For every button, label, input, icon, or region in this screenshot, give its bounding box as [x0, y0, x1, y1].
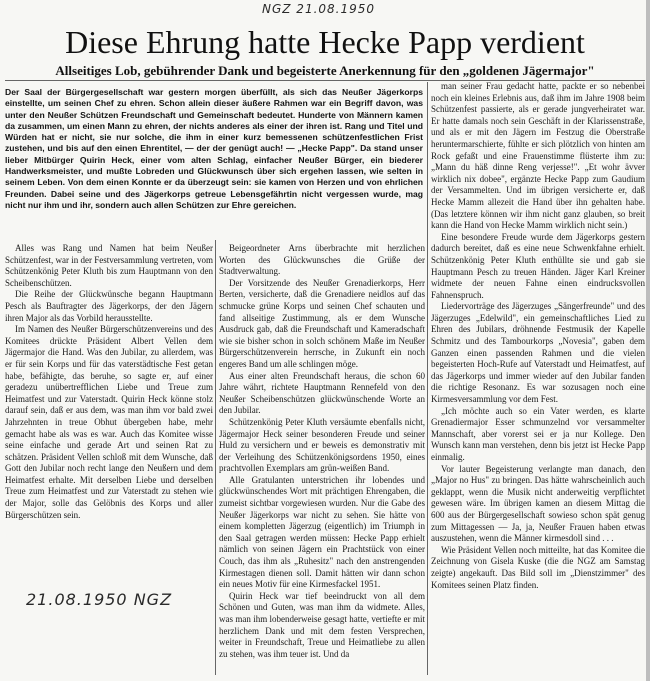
paragraph: Alles was Rang und Namen hat beim Neußer Schützenfest, war in der Festversammlung vertreten, vom Schützenkönig Peter Kluth bis zum Hauptmann von den Scheibenschützen. [5, 243, 213, 288]
paragraph: Liedervorträge des Jägerzuges „Sängerfreunde" und des Jägerzuges „Edelwild", ein gemeinschaftliches Lied zu Ehren des Jubilars, dröhnende Festmusik der Kapelle Schmitz und des Tambourkorps „Novesia", gaben dem Ganzen einen passenden Rahmen und die vielen begeisterten Hoch-Rufe auf Vaterstadt und Heimatfest, auf das Jägerkorps und immer wieder auf den Jubilar fanden die richtige Resonanz. Es war sozusagen noch eine Kirmesversammlung vor dem Fest. [431, 301, 645, 405]
source-date-stamp: NGZ 21.08.1950 [262, 2, 376, 16]
paragraph: Die Reihe der Glückwünsche begann Hauptmann Pesch als Bauftragter des Jägerkorps, der den Jägern ihren Major als das Vorbild herausstellte. [5, 289, 213, 323]
headline: Diese Ehrung hatte Hecke Papp verdient [65, 24, 585, 60]
paragraph: Im Namen des Neußer Bürgerschützenvereins und des Komitees drückte Präsident Albert Vellen dem Jägermajor die Hand. Was den Jubilar, zu allerdem, was er für sein Korps und für das vaterstädtische Fest getan habe, befähigte, das beruhe, so sagte er, auf einer geradezu unübertrefflichen Liebe und Treue zum Heimatfest und zur Vaterstadt. Quirin Heck könne stolz darauf sein, daß er aus dem, was man ihm vor bald zwei Jahrzehnten in treue Obhut übergeben habe, mehr gemacht habe als was es war. Auch das Komitee wisse seine einfache und gerade Art und seinen Rat zu schätzen. Präsident Vellen schloß mit dem Wunsche, daß Gott den Jubilar noch recht lange den Neußern und dem Heimatfest erhalte. Mit derselben Liebe und derselben Treue zum Heimatfest und zur Vaterstadt zu stehen wie der Major, solle das Gelöbnis des Korps und aller Bürgerschützen sein. [5, 324, 213, 520]
subheadline: Allseitiges Lob, gebührender Dank und begeisterte Anerkennung für den „goldenen Jägermajor" [55, 63, 595, 78]
paragraph: Der Vorsitzende des Neußer Grenadierkorps, Herr Berten, versicherte, daß die Grenadiere neidlos auf das schmucke grüne Korps und seinen Chef schauten und fand allseitige Zustimmung, als er dem Wunsche Ausdruck gab, daß die Freundschaft und Kameradschaft wie sie bisher schon in solch schönem Maße im Neußer Bürgerschützenverein herrsche, in Zukunft ein noch engeres Band um alle schlingen möge. [219, 277, 425, 369]
paragraph: Beigeordneter Arns überbrachte mit herzlichen Worten des Glückwunsches die Grüße der Stadtverwaltung. [219, 243, 425, 277]
paragraph: Alle Gratulanten unterstrichen ihr lobendes und glückwünschendes Wort mit prächtigen Ehrengaben, die zumeist sichtbar vorgewiesen wurden. Nur die Gabe des Neußer Jägerkorps war nicht zu sehen. Sie hätte von einem kompletten Jägerzug (eigentlich) im Triumph in den Saal getragen werden müssen: Hecke Papp erhielt nämlich von seinen Jägern ein Prachtstück von einer Couch, das ihm als „Ruhesitz" nach den anstrengenden Kirmestagen dienen soll. Damit hätten wir dann schon ein neues Motiv für eine Kirmesfackel 1951. [219, 474, 425, 590]
article-column-3 [431, 81, 645, 675]
column-rule [427, 82, 428, 675]
article-column-1 [5, 243, 213, 533]
scan-edge [646, 0, 650, 681]
paragraph: Wie Präsident Vellen noch mitteilte, hat das Komitee die Zeichnung von Gisela Kuske (die die NGZ am Samstag zeigte) angekauft. Das Bild soll im „Dienstzimmer" des Komitees seinen Platz finden. [431, 544, 645, 590]
paragraph: Eine besondere Freude wurde dem Jägerkorps gestern dadurch bereitet, daß es eine neue Schwenkfahne erhielt. Schützenkönig Peter Kluth enthüllte sie und gab sie Hauptmann Pesch zu treuen Händen. Jäger Karl Kreiner widmete der neuen Fahne einen eindrucksvollen Fahnenspruch. [431, 231, 645, 300]
column-rule [215, 240, 216, 675]
paragraph: Aus einer alten Freundschaft heraus, die schon 60 Jahre währt, richtete Hauptmann Rennefeld von den Neußer Scheibenschützen glückwünschende Worte an den Jubilar. [219, 370, 425, 416]
paragraph: man seiner Frau gedacht hatte, packte er so nebenbei noch ein kleines Erlebnis aus, daß ihm im Jahre 1908 beim Schützenfest passierte, als er gerade jungverheiratet war. Er hatte damals noch sein Geschäft in der Klarissenstraße, und als er mit den Jägern im Festzug die Oberstraße heruntermarschierte, fühlte er sich plötzlich von hinten am Rock gefaßt und eine Frauenstimme flüsterte ihm zu: „Mann du häß dinne Reng verjesse!". „Et wohr ävver wirklich nix dobee", ergänzte Hecke Papp zum Gaudium der Versammelten. Und im übrigen versicherte er, daß Hecke Mamm allezeit die Hand über ihn gehalten habe. (Das letztere können wir ihm nicht ganz glauben, so breit kann die Hand von Hecke Mamm wirklich nicht sein.) [431, 81, 645, 231]
lead-paragraph: Der Saal der Bürgergesellschaft war gestern morgen überfüllt, als sich das Neußer Jägerkorps einstellte, um seinen Chef zu ehren. Schon allein dieser äußere Rahmen war ein Begriff davon, was unter den Neußer Schützen Freundschaft und Gemeinschaft bedeutet. Hunderte von Männern kamen da zusammen, um einen Mann zu ehren, der nichts anderes als einer der ihren ist. Rang und Titel und Würden hat er nicht, sie nur solche, die ihm in einer kurz bemessenen schützenfestlichen Frist zustehen, und bis auf den einen Ehrentitel, — der der genügt auch! — „Hecke Papp". Da stand unser lieber Mitbürger Quirin Heck, einer vom alten Schlag, einfacher Neußer Bürger, ein biederer Handwerksmeister, und mußte Lobreden und Glückwunsch über sich ergehen lassen, wie selten in seinem Leben. Von dem einen Konnte er da überzeugt sein: sie kamen von Herzen und von ehrlichen Freunden. Dabei seine und des Jägerkorps getreue Lebensgefährtin nicht vergessen wurde, mag nicht nur ihm und ihr, sondern auch allen Schützen zur Ehre gereichen. [5, 87, 423, 210]
paragraph: Vor lauter Begeisterung verlangte man danach, den „Major no Hus" zu bringen. Das hätte wahrscheinlich auch geklappt, wenn die Musik nicht anderweitig verpflichtet gewesen wäre. Im übrigen kamen an diesem Mittag die 600 aus der Bürgergesellschaft sowieso schon spät genug zum Mittagessen — Ja, ja, Neußer Frauen haben etwas auszustehen, wenn die Männer kirmesdoll sind . . . [431, 463, 645, 544]
handwritten-date-annotation: 21.08.1950 NGZ [26, 590, 173, 609]
paragraph: Quirin Heck war tief beeindruckt von all dem Schönen und Guten, was man ihm da widmete. Alles, was man ihm lobenderweise gesagt hatte, vertiefte er mit herzlichem Dank und mit dem festen Versprechen, weiter in Freundschaft, Treue und Heimatliebe zu allen zu stehen, was ihm teuer ist. Und da [219, 590, 425, 659]
article-column-2 [219, 243, 425, 675]
paragraph: „Ich möchte auch so ein Vater werden, es klarte Grenadiermajor Esser schmunzelnd vor versammelter Mannschaft, aber vorerst sei er ja nur Kollege. Den Wunsch kann man verstehen, denn bis jetzt ist Hecke Papp einmalig. [431, 405, 645, 462]
paragraph: Schützenkönig Peter Kluth versäumte ebenfalls nicht, Jägermajor Heck seiner besonderen Freude und seiner Huld zu versichern und er beweis es demonstrativ mit der Verleihung des Schützenkönigsordens 1950, eines prachtvollen Exemplars am grün-weißen Band. [219, 416, 425, 474]
